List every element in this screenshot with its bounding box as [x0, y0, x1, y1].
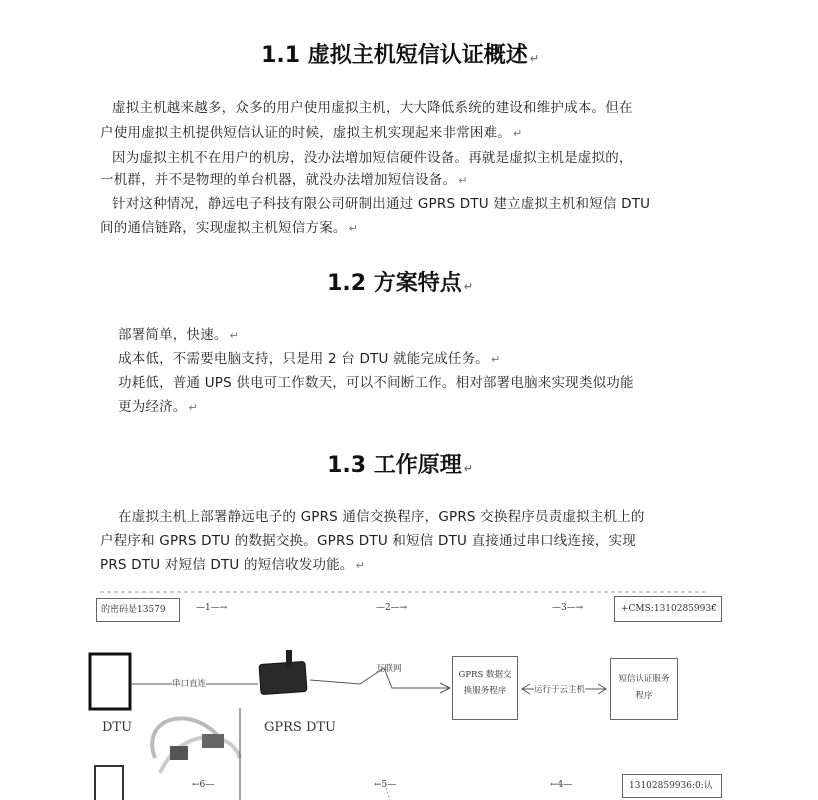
paragraph-line: 间的通信链路，实现虚拟主机短信方案。 ↵	[100, 220, 359, 236]
paragraph-line: 部署简单，快速。 ↵	[118, 327, 240, 343]
cms-message-box: +CMS:1310285993€	[614, 596, 722, 622]
cloud-host-label: 运行于云主机	[534, 685, 586, 695]
auth-result-box: 13102859936:0:认	[622, 774, 722, 798]
arrow-step-3: —3—→	[552, 603, 584, 613]
gprs-exchange-service-box: GPRS 数据交换服务程序	[452, 656, 518, 720]
gprs-dtu-label: GPRS DTU	[264, 720, 337, 735]
internet-label: 互联网	[376, 664, 402, 674]
arrow-step-4: ←4—	[550, 780, 573, 790]
paragraph-line: 虚拟主机越来越多，众多的用户使用虚拟主机，大大降低系统的建设和维护成本。但在	[112, 100, 633, 116]
sms-dtu-label: DTU	[102, 720, 133, 735]
arrow-step-5: ←5—	[374, 780, 397, 790]
arrow-step-6: ←6—	[192, 780, 215, 790]
section-heading-1-3: 1.3 工作原理 ↵	[327, 453, 473, 478]
password-message-box: 的密码是13579	[96, 598, 180, 622]
paragraph-line: 成本低，不需要电脑支持，只是用 2 台 DTU 就能完成任务。 ↵	[118, 351, 501, 367]
section-heading-1-1: 1.1 虚拟主机短信认证概述 ↵	[261, 43, 539, 68]
paragraph-line: 一机群，并不是物理的单台机器，就没办法增加短信设备。 ↵	[100, 172, 468, 188]
paragraph-line: 功耗低，普通 UPS 供电可工作数天，可以不间断工作。相对部署电脑来实现类似功能	[118, 375, 634, 391]
arrow-step-1: —1—→	[196, 603, 228, 613]
paragraph-line: 因为虚拟主机不在用户的机房，没办法增加短信硬件设备。再就是虚拟主机是虚拟的，	[112, 150, 633, 166]
section-heading-1-2: 1.2 方案特点 ↵	[327, 271, 473, 296]
architecture-diagram	[100, 588, 717, 800]
serial-link-label: 串口直连	[172, 679, 207, 689]
arrow-step-2: —2—→	[376, 603, 408, 613]
paragraph-line: 户程序和 GPRS DTU 的数据交换。GPRS DTU 和短信 DTU 直接通过串口线连接，实现	[100, 533, 637, 549]
right-page-edge	[700, 0, 800, 580]
paragraph-line: PRS DTU 对短信 DTU 的短信收发功能。 ↵	[100, 557, 366, 573]
paragraph-line: 针对这种情况，静远电子科技有限公司研制出通过 GPRS DTU 建立虚拟主机和短信 DTU	[112, 196, 651, 212]
paragraph-line: 更为经济。 ↵	[118, 399, 198, 415]
paragraph-line: 户使用虚拟主机提供短信认证的时候，虚拟主机实现起来非常困难。 ↵	[100, 125, 523, 141]
paragraph-line: 在虚拟主机上部署静远电子的 GPRS 通信交换程序，GPRS 交换程序员责虚拟主机上的	[118, 509, 645, 525]
sms-auth-service-box: 短信认证服务程序	[610, 658, 678, 720]
